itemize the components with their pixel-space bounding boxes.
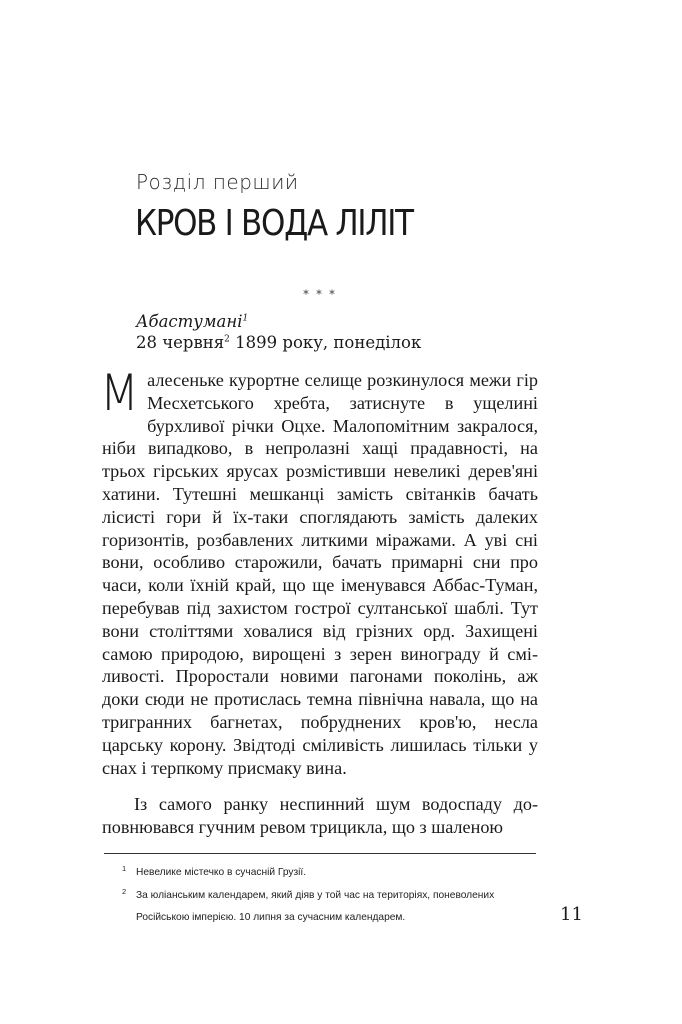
paragraph-2: Із самого ранку неспинний шум водоспаду доповнювався гучним ревом трицикла, що з шаленою [102, 794, 538, 838]
paragraph-1-text: алесеньке курортне селище розкинулося межи гір Месхетського хребта, затиснуте в ущелині бурхливої річки Оцхе. Малопомітним закралося, ніби випадково, в непролазні хащі прадавності, на трьох гірських ярусах розмістивши невеликі дерев'яні хатини. Тутешні мешканці замість світанків бачать лісисті гори й їх-таки споглядають замість далеких горизонтів, розбавлених литкими міражами. А уві сні вони, особливо старожили, бачать примарні сни про часи, коли їхній край, що ще іменувався Аббас-Туман, перебував під захистом гострої султанської шаблі. Тут вони століттями ховалися від грізних орд. Захищені самою природою, вирощені з зерен винограду й сміливості. Проростали новими пагонами поколінь, аж доки сюди не протислась темна північна навала, що на тригранних багнетах, побруднених кров'ю, несла царську корону. Звідтоді сміливість лишилась тільки у снах і терпкому присмаку вина. [102, 370, 538, 778]
footnote-text: За юліанським календарем, який діяв у той час на територіях, поневолених Російською імперією. 10 липня за сучасним календарем. [136, 890, 495, 923]
date-part-a: 28 червня [136, 333, 225, 352]
date-heading [136, 333, 421, 352]
footnote-1 [122, 862, 542, 884]
date-part-b: 1899 року, понеділок [229, 333, 422, 352]
footnote-2 [122, 885, 542, 929]
paragraph-1 [100, 364, 538, 779]
place-heading [136, 312, 248, 331]
drop-cap: М [100, 364, 139, 422]
body-text [100, 364, 538, 839]
footnote-divider [104, 853, 536, 854]
footnote-ref-2: 2 [224, 334, 230, 345]
chapter-label: Розділ перший [136, 170, 299, 194]
page-number: 11 [560, 904, 583, 925]
place-name: Абастумані [136, 312, 243, 331]
chapter-title: КРОВ І ВОДА ЛІЛІТ [135, 203, 413, 244]
footnote-number: 2 [122, 887, 127, 896]
section-separator: * * * [303, 288, 337, 301]
footnote-text: Невелике містечко в сучасній Грузії. [136, 867, 307, 878]
footnote-number: 1 [122, 864, 127, 873]
footnote-ref-1: 1 [242, 313, 249, 324]
